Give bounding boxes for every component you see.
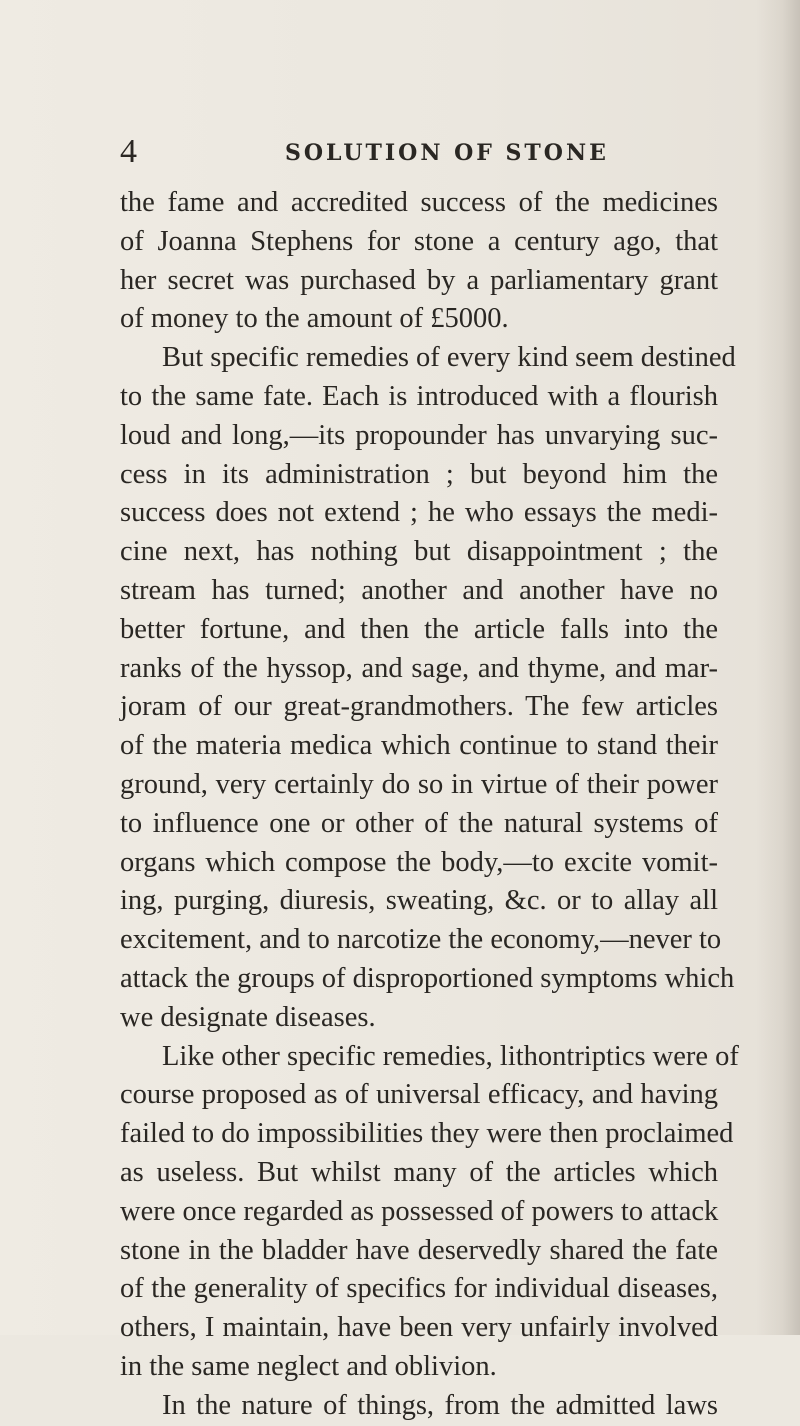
text-line: cine next, has nothing but disappointment ; the <box>120 536 718 568</box>
text-line: course proposed as of universal efficacy, and having <box>120 1079 718 1111</box>
text-line: were once regarded as possessed of powers to attack <box>120 1195 719 1227</box>
text-line: joram of our great-grandmothers. The few articles <box>120 691 718 723</box>
body-text <box>120 184 739 1426</box>
page-header <box>120 132 720 172</box>
text-line: ranks of the hyssop, and sage, and thyme, and mar- <box>120 652 718 684</box>
running-head: SOLUTION OF STONE <box>285 140 609 166</box>
text-line: her secret was purchased by a parliamentary grant <box>120 264 718 296</box>
text-line: of Joanna Stephens for stone a century ago, that <box>120 225 718 257</box>
text-line: ing, purging, diuresis, sweating, &c. or to allay all <box>120 885 718 917</box>
text-line: in the same neglect and oblivion. <box>120 1350 497 1382</box>
text-line: to the same fate. Each is introduced with a flourish <box>120 380 718 412</box>
text-line: In the nature of things, from the admitted laws <box>162 1389 718 1421</box>
text-line: loud and long,—its propounder has unvarying suc- <box>120 419 718 451</box>
text-line: the fame and accredited success of the medicines <box>120 187 718 218</box>
text-line: Like other specific remedies, lithontriptics were of <box>162 1040 739 1072</box>
page-edge-shadow <box>756 0 800 1335</box>
text-line: of the generality of specifics for individual diseases, <box>120 1273 718 1305</box>
text-line: of the materia medica which continue to stand their <box>120 730 718 762</box>
text-line: excitement, and to narcotize the economy,—never to <box>120 924 722 956</box>
text-line: failed to do impossibilities they were then proclaimed <box>120 1118 734 1150</box>
text-line: cess in its administration ; but beyond him the <box>120 458 718 490</box>
text-line: stone in the bladder have deservedly shared the fate <box>120 1234 718 1266</box>
text-line: ground, very certainly do so in virtue of their power <box>120 768 718 800</box>
page-number: 4 <box>120 133 137 170</box>
text-line: better fortune, and then the article falls into the <box>120 613 718 645</box>
text-line: as useless. But whilst many of the articles which <box>120 1156 718 1188</box>
text-line: success does not extend ; he who essays the medi- <box>120 497 718 529</box>
text-line: to influence one or other of the natural systems of <box>120 807 718 839</box>
text-line: stream has turned; another and another have no <box>120 574 718 606</box>
text-line: attack the groups of disproportioned symptoms which <box>120 962 735 994</box>
text-line: others, I maintain, have been very unfairly involved <box>120 1312 718 1344</box>
text-line: organs which compose the body,—to excite vomit- <box>120 846 718 878</box>
text-line: But specific remedies of every kind seem destined <box>162 342 736 374</box>
text-line: of money to the amount of £5000. <box>120 303 509 335</box>
text-line: we designate diseases. <box>120 1001 376 1033</box>
